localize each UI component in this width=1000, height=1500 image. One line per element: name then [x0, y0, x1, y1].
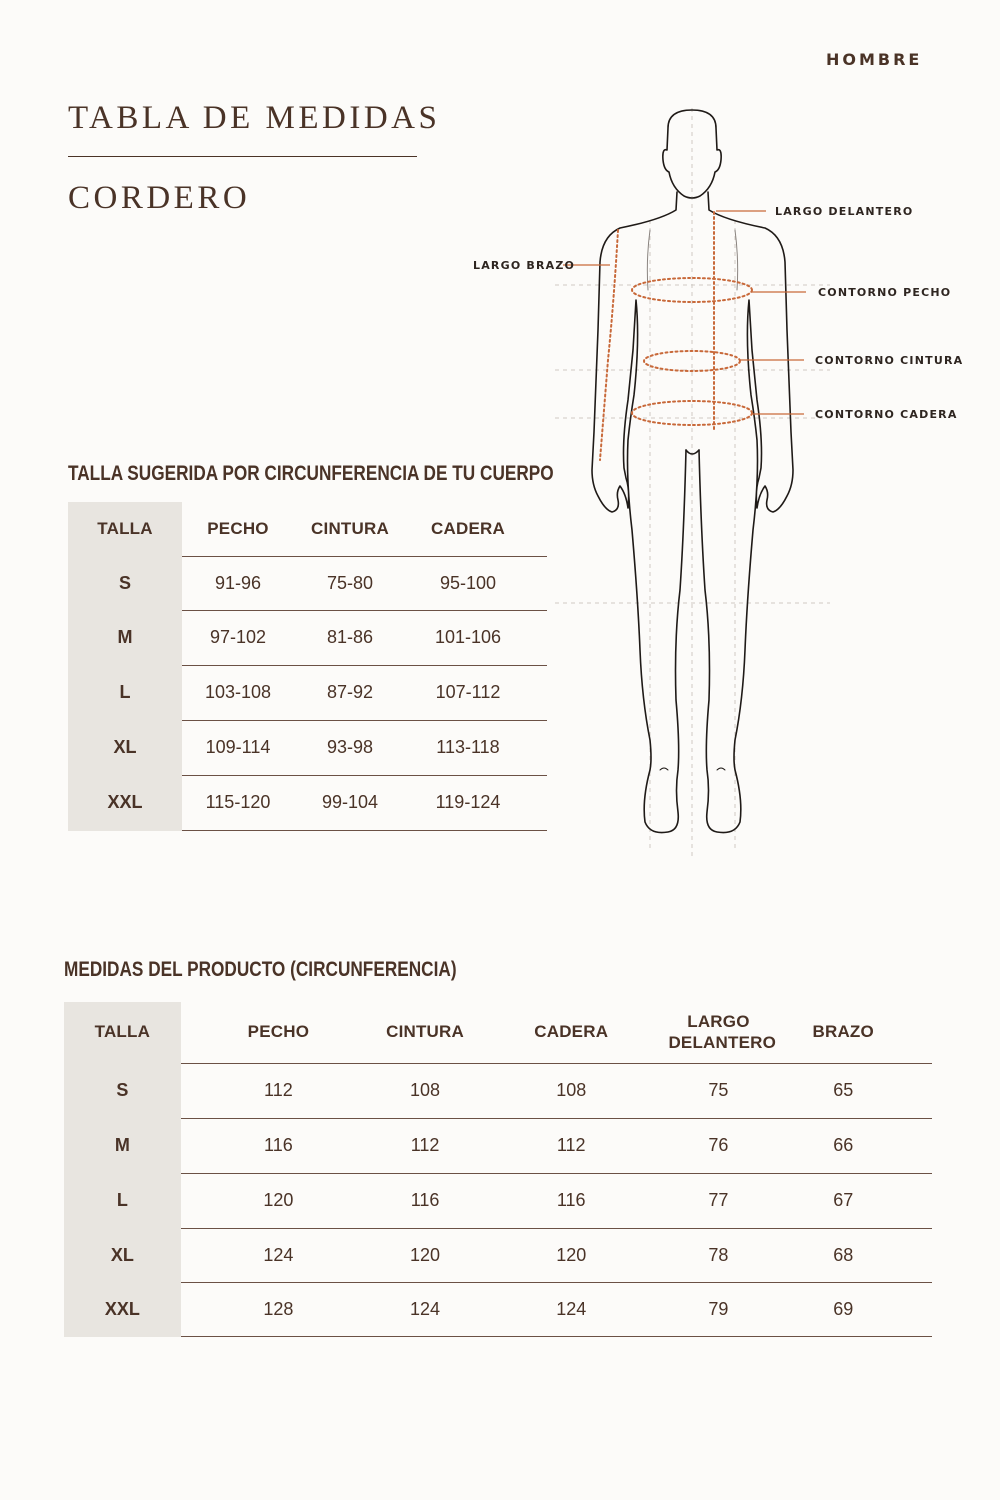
label-contorno-cadera: CONTORNO CADERA — [815, 408, 958, 421]
col-header: PECHO — [181, 1002, 376, 1063]
size-cell: M — [68, 610, 182, 665]
size-cell: S — [68, 556, 182, 610]
col-header: PECHO — [182, 502, 294, 556]
table-row — [68, 556, 547, 610]
table-cell: 69 — [768, 1282, 918, 1336]
body-table-heading: TALLA SUGERIDA POR CIRCUNFERENCIA DE TU CUERPO — [68, 462, 554, 485]
table-cell-spacer — [530, 610, 547, 665]
table-cell: 99-104 — [294, 775, 406, 830]
guide-lines — [555, 108, 830, 858]
table-row — [64, 1228, 932, 1282]
table-row — [64, 1282, 932, 1336]
col-header: TALLA — [64, 1002, 181, 1063]
table-cell: 75-80 — [294, 556, 406, 610]
table-row — [68, 720, 547, 775]
table-cell: 115-120 — [182, 775, 294, 830]
col-header: TALLA — [68, 502, 182, 556]
label-contorno-cintura: CONTORNO CINTURA — [815, 354, 964, 367]
col-spacer — [530, 502, 547, 556]
col-header: CINTURA — [376, 1002, 474, 1063]
product-size-table — [64, 1002, 932, 1337]
table-row — [68, 775, 547, 830]
label-largo-brazo: LARGO BRAZO — [473, 259, 576, 272]
table-cell: 91-96 — [182, 556, 294, 610]
table-cell: 112 — [376, 1118, 474, 1173]
label-contorno-pecho: CONTORNO PECHO — [818, 286, 952, 299]
col-header: CINTURA — [294, 502, 406, 556]
product-table-heading: MEDIDAS DEL PRODUCTO (CIRCUNFERENCIA) — [64, 958, 457, 981]
table-row — [64, 1173, 932, 1228]
table-row — [68, 610, 547, 665]
table-cell-spacer — [530, 720, 547, 775]
leader-lines — [563, 211, 806, 414]
table-cell: 113-118 — [406, 720, 530, 775]
table-cell: 116 — [474, 1173, 668, 1228]
table-cell-spacer — [918, 1118, 932, 1173]
table-cell-spacer — [530, 775, 547, 830]
col-header: CADERA — [406, 502, 530, 556]
col-header-text: LARGO DELANTERO — [668, 1012, 777, 1053]
table-cell: 124 — [376, 1282, 474, 1336]
table-cell: 87-92 — [294, 665, 406, 720]
product-name: CORDERO — [68, 180, 251, 216]
size-cell: XXL — [64, 1282, 181, 1336]
table-cell: 76 — [668, 1118, 768, 1173]
table-cell: 103-108 — [182, 665, 294, 720]
table-cell: 116 — [376, 1173, 474, 1228]
title-divider — [68, 156, 417, 157]
table-cell: 128 — [181, 1282, 376, 1336]
table-cell: 65 — [768, 1063, 918, 1118]
size-cell: XXL — [68, 775, 182, 830]
table-cell: 79 — [668, 1282, 768, 1336]
table-cell: 77 — [668, 1173, 768, 1228]
table-cell: 124 — [474, 1282, 668, 1336]
table-cell: 97-102 — [182, 610, 294, 665]
table-header-row — [64, 1002, 932, 1063]
table-cell-spacer — [530, 665, 547, 720]
table-row — [68, 665, 547, 720]
col-spacer — [918, 1002, 932, 1063]
col-header-largo-delantero — [668, 1002, 777, 1063]
table-cell: 95-100 — [406, 556, 530, 610]
size-cell: L — [68, 665, 182, 720]
size-cell: M — [64, 1118, 181, 1173]
table-cell: 119-124 — [406, 775, 530, 830]
table-cell: 93-98 — [294, 720, 406, 775]
page-title: TABLA DE MEDIDAS — [68, 100, 441, 136]
table-cell-spacer — [918, 1063, 932, 1118]
size-cell: XL — [64, 1228, 181, 1282]
table-cell: 120 — [474, 1228, 668, 1282]
table-cell: 124 — [181, 1228, 376, 1282]
table-cell: 107-112 — [406, 665, 530, 720]
label-largo-delantero: LARGO DELANTERO — [775, 205, 914, 218]
table-cell: 112 — [474, 1118, 668, 1173]
table-cell: 67 — [768, 1173, 918, 1228]
table-cell: 81-86 — [294, 610, 406, 665]
col-header: CADERA — [474, 1002, 668, 1063]
size-cell: XL — [68, 720, 182, 775]
table-cell: 75 — [668, 1063, 768, 1118]
table-cell: 112 — [181, 1063, 376, 1118]
table-cell: 109-114 — [182, 720, 294, 775]
body-size-table — [68, 502, 547, 831]
size-cell: S — [64, 1063, 181, 1118]
table-cell: 66 — [768, 1118, 918, 1173]
table-cell: 108 — [474, 1063, 668, 1118]
gender-label: HOMBRE — [826, 50, 923, 69]
table-cell-spacer — [918, 1282, 932, 1336]
measurement-lines — [600, 212, 752, 460]
table-header-row — [68, 502, 547, 556]
body-measurement-figure — [540, 100, 980, 875]
table-cell-spacer — [530, 556, 547, 610]
table-cell-spacer — [918, 1173, 932, 1228]
table-row — [64, 1118, 932, 1173]
table-cell: 116 — [181, 1118, 376, 1173]
body-outline-illustration — [540, 100, 980, 870]
table-cell-spacer — [918, 1228, 932, 1282]
table-cell: 101-106 — [406, 610, 530, 665]
table-cell: 120 — [181, 1173, 376, 1228]
table-cell: 120 — [376, 1228, 474, 1282]
table-row — [64, 1063, 932, 1118]
table-cell: 68 — [768, 1228, 918, 1282]
table-cell: 78 — [668, 1228, 768, 1282]
col-header: BRAZO — [768, 1002, 918, 1063]
size-cell: L — [64, 1173, 181, 1228]
table-cell: 108 — [376, 1063, 474, 1118]
